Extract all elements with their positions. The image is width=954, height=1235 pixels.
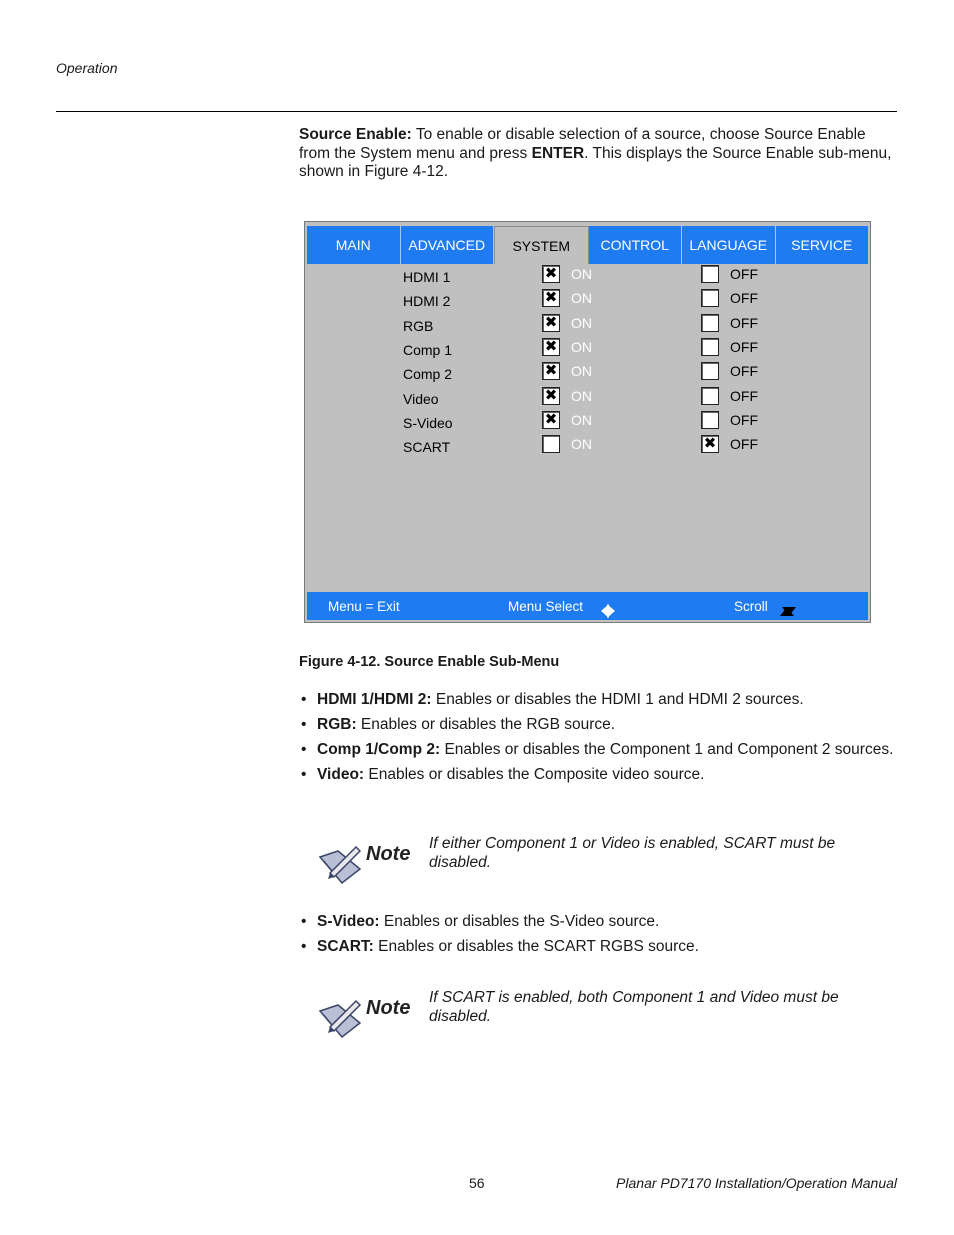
off-option-label: OFF	[730, 314, 758, 331]
source-row	[305, 435, 870, 459]
menu-exit-hint: Menu = Exit	[328, 599, 400, 614]
on-option-label: ON	[571, 338, 592, 355]
off-option-label: OFF	[730, 290, 758, 307]
bullet-list-2	[299, 913, 899, 963]
off-checkbox[interactable]	[701, 387, 719, 405]
note-1	[316, 835, 906, 903]
list-item	[299, 938, 899, 957]
on-option-label: ON	[571, 290, 592, 307]
bullet-dot: •	[301, 913, 307, 930]
menu-scroll-hint: Scroll	[734, 599, 768, 614]
source-label: SCART	[403, 439, 451, 456]
source-row	[305, 338, 870, 362]
on-checkbox[interactable]: ✖	[542, 265, 560, 283]
item-term: HDMI 1/HDMI 2:	[317, 691, 432, 708]
off-option-label: OFF	[730, 436, 758, 453]
item-text: Enables or disables the Component 1 and Component 2 sources.	[440, 741, 894, 758]
on-option-label: ON	[571, 387, 592, 404]
on-checkbox[interactable]: ✖	[542, 314, 560, 332]
bullet-dot: •	[301, 766, 307, 783]
tab-control[interactable]: CONTROL	[589, 226, 683, 264]
off-option-label: OFF	[730, 266, 758, 282]
item-text: Enables or disables the HDMI 1 and HDMI 2 sources.	[431, 691, 804, 708]
source-label: Comp 2	[403, 366, 453, 383]
source-row	[305, 265, 870, 289]
off-option-label: OFF	[730, 363, 758, 380]
list-item	[299, 691, 899, 710]
item-term: Comp 1/Comp 2:	[317, 741, 441, 758]
intro-paragraph	[299, 126, 899, 182]
on-checkbox[interactable]: ✖	[542, 362, 560, 380]
item-text: Enables or disables the S-Video source.	[379, 913, 660, 930]
list-item	[299, 766, 899, 785]
item-text: Enables or disables the SCART RGBS source.	[373, 938, 699, 955]
on-option-label: ON	[571, 266, 592, 282]
tab-language[interactable]: LANGUAGE	[682, 226, 776, 264]
source-label: Video	[403, 390, 439, 407]
off-option-label: OFF	[730, 338, 758, 355]
source-row	[305, 314, 870, 338]
on-option-label: ON	[571, 363, 592, 380]
enter-key: ENTER	[531, 144, 585, 162]
on-checkbox[interactable]: ✖	[542, 387, 560, 405]
note-pencil-icon	[316, 843, 364, 889]
header-rule	[56, 111, 897, 112]
on-option-label: ON	[571, 411, 592, 428]
manual-title: Planar PD7170 Installation/Operation Manual	[616, 1175, 897, 1191]
source-label: S-Video	[403, 414, 453, 431]
figure-caption: Figure 4-12. Source Enable Sub-Menu	[299, 654, 560, 670]
on-checkbox[interactable]: ✖	[542, 289, 560, 307]
list-item	[299, 913, 899, 932]
page-number: 56	[469, 1175, 485, 1191]
on-option-label: ON	[571, 314, 592, 331]
bullet-dot: •	[301, 691, 307, 708]
note-pencil-icon	[316, 997, 364, 1043]
off-checkbox[interactable]	[701, 314, 719, 332]
source-row	[305, 387, 870, 411]
item-term: S-Video:	[317, 913, 380, 930]
source-row	[305, 411, 870, 435]
tab-system[interactable]: SYSTEM	[494, 226, 589, 264]
off-option-label: OFF	[730, 387, 758, 404]
source-label: HDMI 1	[403, 269, 451, 285]
off-checkbox[interactable]: ✖	[701, 435, 719, 453]
item-term: Video:	[317, 766, 365, 783]
list-item	[299, 741, 899, 760]
off-checkbox[interactable]	[701, 289, 719, 307]
off-checkbox[interactable]	[701, 265, 719, 283]
on-checkbox[interactable]: ✖	[542, 411, 560, 429]
off-checkbox[interactable]	[701, 362, 719, 380]
source-label: Comp 1	[403, 341, 453, 358]
on-checkbox[interactable]	[542, 435, 560, 453]
source-row	[305, 289, 870, 313]
item-term: RGB:	[317, 716, 357, 733]
off-checkbox[interactable]	[701, 338, 719, 356]
note-text: If SCART is enabled, both Component 1 and Video must be disabled.	[429, 989, 839, 1025]
off-checkbox[interactable]	[701, 411, 719, 429]
intro-term: Source Enable:	[299, 126, 412, 143]
item-text: Enables or disables the Composite video source.	[364, 766, 705, 783]
tab-service[interactable]: SERVICE	[776, 226, 869, 264]
source-label: RGB	[403, 317, 434, 334]
note-label: Note	[366, 843, 411, 865]
bullet-dot: •	[301, 716, 307, 733]
note-2	[316, 989, 906, 1057]
off-option-label: OFF	[730, 411, 758, 428]
on-option-label: ON	[571, 436, 592, 453]
intro-text-1: To enable or disable selection of a source, choose Source Enable from the System menu and press	[299, 126, 866, 162]
menu-tab-bar	[307, 226, 868, 264]
on-checkbox[interactable]: ✖	[542, 338, 560, 356]
tab-main[interactable]: MAIN	[307, 226, 401, 264]
running-header-section: Operation	[56, 60, 118, 76]
tab-advanced[interactable]: ADVANCED	[401, 226, 495, 264]
source-row	[305, 362, 870, 386]
menu-select-hint: Menu Select	[508, 599, 584, 614]
item-text: Enables or disables the RGB source.	[356, 716, 616, 733]
menu-footer-bar	[307, 592, 868, 620]
bullet-dot: •	[301, 741, 307, 758]
item-term: SCART:	[317, 938, 374, 955]
bullet-dot: •	[301, 938, 307, 955]
note-text: If either Component 1 or Video is enabled, SCART must be disabled.	[429, 835, 836, 871]
bullet-list-1	[299, 691, 899, 791]
note-label: Note	[366, 997, 411, 1019]
source-label: HDMI 2	[403, 293, 451, 310]
list-item	[299, 716, 899, 735]
intro-text-2: . This displays the Source Enable sub-menu, shown in Figure 4-12.	[299, 144, 892, 180]
source-enable-menu-screenshot	[304, 221, 871, 623]
